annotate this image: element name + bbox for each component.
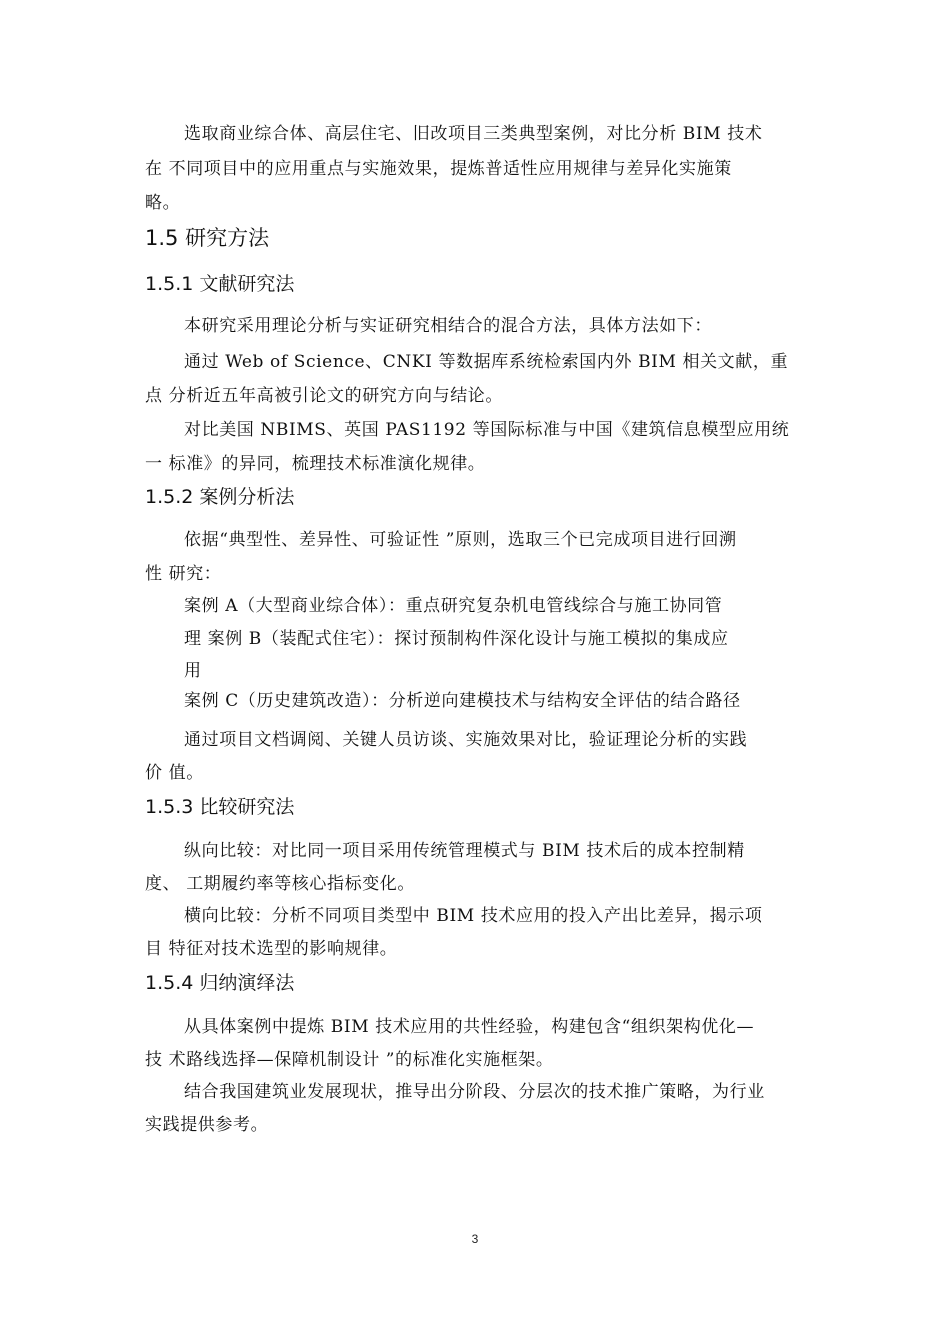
intro-line-1: 选取商业综合体、高层住宅、旧改项目三类典型案例，对比分析 BIM 技术 bbox=[184, 124, 763, 144]
s154-line-1: 从具体案例中提炼 BIM 技术应用的共性经验，构建包含“组织架构优化— bbox=[184, 1017, 755, 1037]
s152-line-8: 价 值。 bbox=[145, 763, 204, 783]
section-1-5-1-heading: 1.5.1 文献研究法 bbox=[145, 273, 295, 295]
s152-line-5: 用 bbox=[184, 661, 202, 681]
s153-line-2: 度、 工期履约率等核心指标变化。 bbox=[145, 874, 416, 894]
s154-line-3: 结合我国建筑业发展现状，推导出分阶段、分层次的技术推广策略，为行业 bbox=[184, 1082, 765, 1102]
s152-line-6: 案例 C（历史建筑改造）：分析逆向建模技术与结构安全评估的结合路径 bbox=[184, 691, 741, 711]
s151-line-2: 通过 Web of Science、CNKI 等数据库系统检索国内外 BIM 相关文献，重 bbox=[184, 352, 789, 372]
s153-line-1: 纵向比较：对比同一项目采用传统管理模式与 BIM 技术后的成本控制精 bbox=[184, 841, 745, 861]
s152-line-4: 理 案例 B（装配式住宅）：探讨预制构件深化设计与施工模拟的集成应 bbox=[184, 629, 729, 649]
s152-line-1: 依据“典型性、差异性、可验证性 ”原则，选取三个已完成项目进行回溯 bbox=[184, 530, 737, 550]
s151-line-4: 对比美国 NBIMS、英国 PAS1192 等国际标准与中国《建筑信息模型应用统 bbox=[184, 420, 790, 440]
s151-line-3: 点 分析近五年高被引论文的研究方向与结论。 bbox=[145, 386, 504, 406]
s153-line-3: 横向比较：分析不同项目类型中 BIM 技术应用的投入产出比差异，揭示项 bbox=[184, 906, 763, 926]
s152-line-7: 通过项目文档调阅、关键人员访谈、实施效果对比，验证理论分析的实践 bbox=[184, 730, 748, 750]
s151-line-5: 一 标准》的异同，梳理技术标准演化规律。 bbox=[145, 454, 486, 474]
section-1-5-2-heading: 1.5.2 案例分析法 bbox=[145, 486, 295, 508]
intro-line-3: 略。 bbox=[145, 193, 181, 213]
section-1-5-4-heading: 1.5.4 归纳演绎法 bbox=[145, 972, 295, 994]
s154-line-4: 实践提供参考。 bbox=[145, 1115, 269, 1135]
s151-line-1: 本研究采用理论分析与实证研究相结合的混合方法，具体方法如下： bbox=[184, 316, 712, 336]
s152-line-2: 性 研究： bbox=[145, 564, 222, 584]
section-1-5-3-heading: 1.5.3 比较研究法 bbox=[145, 796, 295, 818]
intro-line-2: 在 不同项目中的应用重点与实施效果，提炼普适性应用规律与差异化实施策 bbox=[145, 159, 732, 179]
s153-line-4: 目 特征对技术选型的影响规律。 bbox=[145, 939, 398, 959]
section-1-5-heading: 1.5 研究方法 bbox=[145, 226, 270, 250]
s154-line-2: 技 术路线选择—保障机制设计 ”的标准化实施框架。 bbox=[145, 1050, 554, 1070]
s152-line-3: 案例 A（大型商业综合体）：重点研究复杂机电管线综合与施工协同管 bbox=[184, 596, 723, 616]
page-number: 3 bbox=[471, 1232, 479, 1246]
